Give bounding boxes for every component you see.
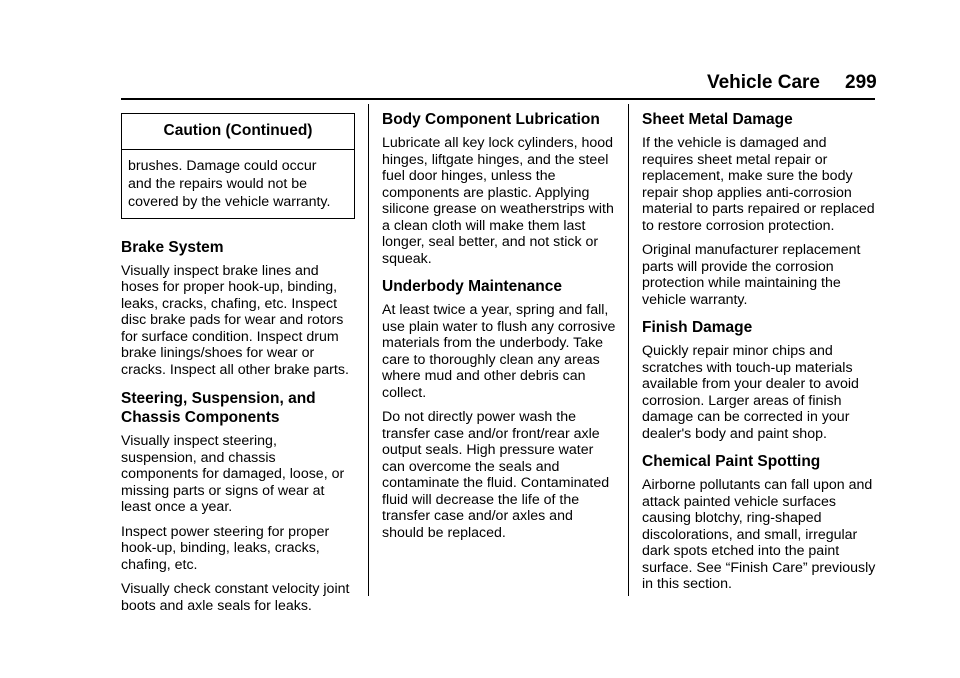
brake-system-heading: Brake System — [121, 238, 224, 256]
column-divider-1 — [368, 104, 369, 596]
steering-heading: Steering, Suspension, and Chassis Components — [121, 390, 316, 426]
steering-paragraph: Visually check constant velocity joint boots and axle seals for leaks. — [121, 581, 350, 614]
steering-paragraph: Visually inspect steering, suspension, and chassis components for damaged, loose, or missing parts or signs of wear at least once a year. — [121, 433, 345, 515]
finish-damage-text: Quickly repair minor chips and scratches with touch-up materials available from your dealer to avoid corrosion. Larger areas of finish damage can be corrected in your dealer's body and paint shop. — [642, 343, 859, 442]
caution-line: brushes. Damage could occur — [128, 157, 317, 174]
sheet-metal-paragraph: Original manufacturer replacement parts will provide the corrosion protection while maintaining the vehicle warranty. — [642, 242, 861, 308]
underbody-paragraph: Do not directly power wash the transfer case and/or front/rear axle output seals. High pressure water can overcome the seals and contaminate the fluid. Contaminated fluid will decrease the life of the transfer case and/or axles and should be replaced. — [382, 409, 610, 541]
underbody-heading: Underbody Maintenance — [382, 278, 562, 295]
column-divider-2 — [628, 104, 629, 596]
header-rule — [121, 98, 875, 100]
caution-title: Caution (Continued) — [122, 114, 354, 150]
sheet-metal-heading: Sheet Metal Damage — [642, 111, 793, 128]
caution-box — [121, 113, 355, 219]
caution-body — [122, 150, 354, 218]
sheet-metal-paragraph: If the vehicle is damaged and requires sheet metal repair or replacement, make sure the body repair shop applies anti-corrosion material to parts repaired or replaced to restore corrosion protection. — [642, 135, 875, 234]
underbody-paragraph: At least twice a year, spring and fall, use plain water to flush any corrosive materials from the underbody. Take care to thoroughly clean any areas where mud and other debris can collect. — [382, 302, 616, 401]
chemical-spotting-heading: Chemical Paint Spotting — [642, 453, 821, 470]
page-number: 299 — [845, 72, 877, 93]
chemical-spotting-text: Airborne pollutants can fall upon and attack painted vehicle surfaces causing blotchy, ring-shaped discolorations, and small, irregular dark spots etched into the paint surface. See “Finish Care” previously in this section. — [642, 477, 876, 592]
column-2 — [382, 110, 616, 549]
column-3 — [642, 110, 876, 601]
finish-damage-heading: Finish Damage — [642, 319, 753, 336]
body-lubrication-heading: Body Component Lubrication — [382, 111, 600, 128]
caution-line: covered by the vehicle warranty. — [128, 193, 331, 210]
column-1 — [121, 113, 355, 622]
brake-system-text: Visually inspect brake lines and hoses for proper hook-up, binding, leaks, cracks, chafing, etc. Inspect disc brake pads for wear and rotors for surface condition. Inspect drum brake linings/shoes for wear or cracks. Inspect all other brake parts. — [121, 262, 349, 378]
body-lubrication-text: Lubricate all key lock cylinders, hood hinges, liftgate hinges, and the steel fuel door hinges, unless the components are plastic. Applying silicone grease on weatherstrips with a clean cloth will make them last longer, seal better, and not stick or squeak. — [382, 135, 614, 267]
steering-paragraph: Inspect power steering for proper hook-up, binding, leaks, cracks, chafing, etc. — [121, 523, 330, 573]
caution-line: and the repairs would not be — [128, 175, 308, 192]
section-title: Vehicle Care — [706, 72, 820, 93]
